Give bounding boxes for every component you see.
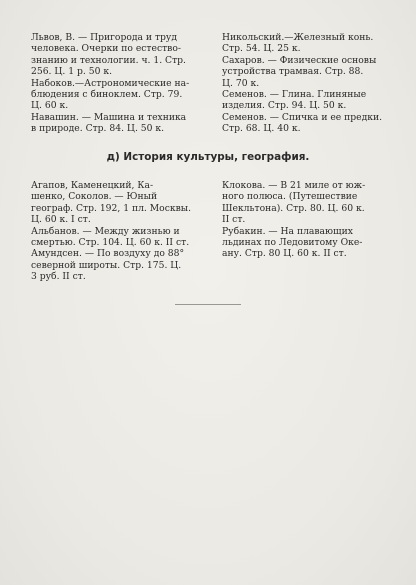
section-heading: д) История культуры, география. <box>106 151 310 163</box>
bibliography-entry <box>222 55 398 89</box>
bibliography-entry <box>31 32 205 78</box>
entry-line: Стр. 68. Ц. 40 к. <box>222 123 301 135</box>
bibliography-entry <box>31 112 205 135</box>
entry-line: ного полюса. (Путешествие <box>222 191 358 203</box>
entry-line: блюдения с биноклем. Стр. 79. <box>31 89 183 101</box>
bibliography-entry <box>222 89 398 112</box>
bottom-right-column <box>222 180 398 260</box>
entry-line: Стр. 54. Ц. 25 к. <box>222 43 301 55</box>
bibliography-entry <box>31 180 205 226</box>
entry-line: Сахаров. — Физические основы <box>222 54 377 66</box>
bibliography-entry <box>222 180 398 226</box>
bottom-left-column <box>31 180 205 283</box>
bibliography-entry <box>222 226 398 260</box>
entry-line: Семенов. — Спичка и ее предки. <box>222 111 383 123</box>
bibliography-entry <box>31 226 205 249</box>
entry-line: Амундсен. — По воздуху до 88° <box>31 248 185 260</box>
entry-line: Львов, В. — Пригорода и труд <box>31 32 177 43</box>
entry-line: Ц. 70 к. <box>222 77 260 89</box>
entry-line: ану. Стр. 80 Ц. 60 к. II ст. <box>222 248 347 260</box>
entry-line: смертью. Стр. 104. Ц. 60 к. II ст. <box>31 237 190 249</box>
bibliography-entry <box>31 248 205 282</box>
entry-line: Рубакин. — На плавающих <box>222 225 353 237</box>
entry-line: Никольский.—Железный конь. <box>222 32 374 43</box>
entry-line: северной широты. Стр. 175. Ц. <box>31 259 182 271</box>
divider-rule <box>175 304 241 305</box>
bibliography-entry <box>222 112 398 135</box>
entry-line: Семенов. — Глина. Глиняные <box>222 89 367 101</box>
entry-line: человека. Очерки по естество- <box>31 43 181 55</box>
entry-line: в природе. Стр. 84. Ц. 50 к. <box>31 123 165 135</box>
entry-line: Ц. 60 к. <box>31 100 69 112</box>
bibliography-entry <box>222 32 398 55</box>
entry-line: льдинах по Ледовитому Оке- <box>222 237 363 249</box>
entry-line: Навашин. — Машина и техника <box>31 111 187 123</box>
entry-line: Набоков.—Астрономические на- <box>31 77 190 89</box>
entry-line: Клокова. — В 21 миле от юж- <box>222 180 366 191</box>
entry-line: Шекльтона). Стр. 80. Ц. 60 к. <box>222 202 365 214</box>
entry-line: шенко, Соколов. — Юный <box>31 191 158 203</box>
entry-line: Ц. 60 к. I ст. <box>31 214 91 226</box>
entry-line: знанию и технологии. ч. 1. Стр. <box>31 54 186 66</box>
entry-line: изделия. Стр. 94. Ц. 50 к. <box>222 100 347 112</box>
entry-line: географ. Стр. 192, 1 пл. Москвы. <box>31 202 191 214</box>
entry-line: 3 руб. II ст. <box>31 271 86 283</box>
entry-line: устройства трамвая. Стр. 88. <box>222 66 364 78</box>
entry-line: II ст. <box>222 214 246 226</box>
entry-line: Альбанов. — Между жизнью и <box>31 225 180 237</box>
entry-line: 256. Ц. 1 р. 50 к. <box>31 66 112 78</box>
bibliography-entry <box>31 78 205 112</box>
top-left-column <box>31 32 205 135</box>
entry-line: Агапов, Каменецкий, Ка- <box>31 180 154 191</box>
top-right-column <box>222 32 398 135</box>
